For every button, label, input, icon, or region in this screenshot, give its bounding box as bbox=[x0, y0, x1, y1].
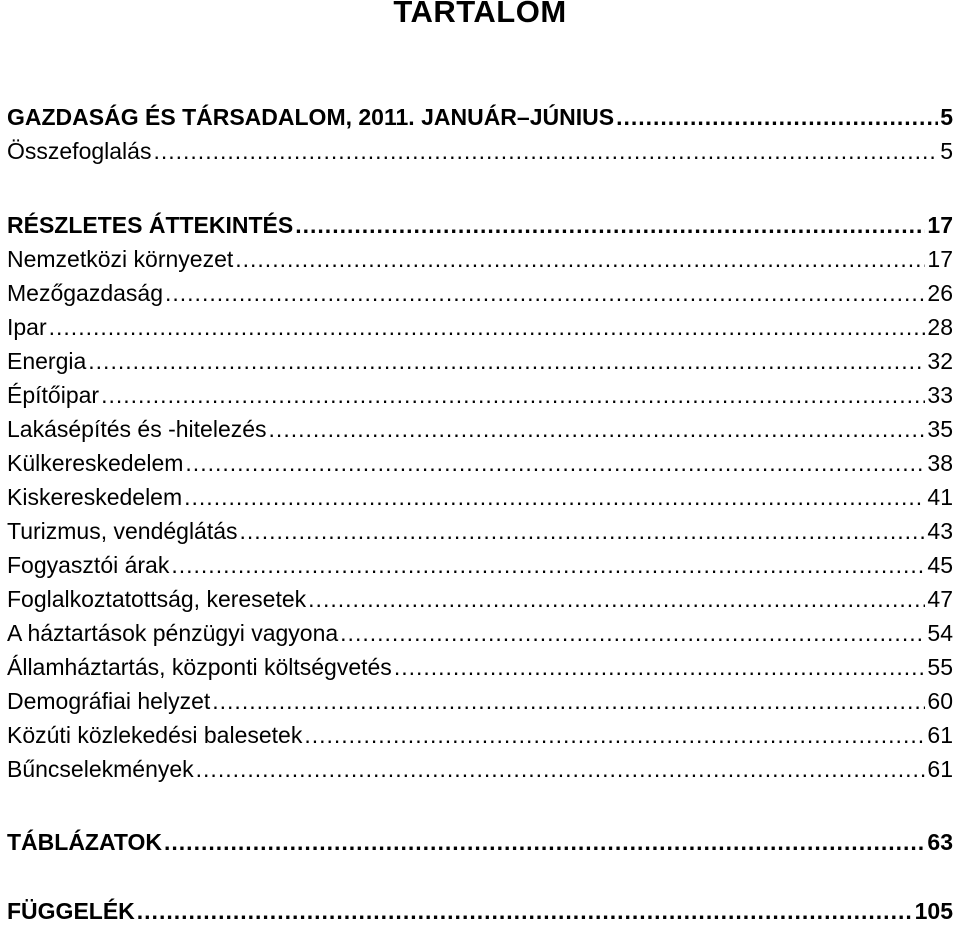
toc-entry-page: 26 bbox=[927, 280, 953, 306]
dot-leader bbox=[171, 548, 925, 582]
toc-entry-label: Államháztartás, központi költségvetés bbox=[7, 654, 392, 680]
toc-entry-label: Energia bbox=[7, 348, 87, 374]
toc-entry-allamhaztartas[interactable] bbox=[7, 650, 953, 684]
toc-entry-page: 35 bbox=[927, 416, 953, 442]
dot-leader bbox=[304, 718, 925, 752]
toc-entry-kiskereskedelem[interactable] bbox=[7, 480, 953, 514]
toc-entry-page: 45 bbox=[927, 552, 953, 578]
toc-entry-reszletes-attekintes[interactable] bbox=[7, 208, 953, 242]
toc-entry-turizmus[interactable] bbox=[7, 514, 953, 548]
toc-entry-label: Mezőgazdaság bbox=[7, 280, 163, 306]
dot-leader bbox=[269, 412, 926, 446]
toc-entry-page: 63 bbox=[927, 829, 953, 855]
toc-entry-label: Demográfiai helyzet bbox=[7, 688, 211, 714]
toc-entry-nemzetkozi-kornyezet[interactable] bbox=[7, 242, 953, 276]
toc-entry-energia[interactable] bbox=[7, 344, 953, 378]
dot-leader bbox=[137, 894, 913, 928]
toc-entry-label: Bűncselekmények bbox=[7, 756, 194, 782]
toc-entry-page: 61 bbox=[927, 756, 953, 782]
toc-entry-label: Nemzetközi környezet bbox=[7, 246, 234, 272]
dot-leader bbox=[88, 344, 925, 378]
toc-entry-demografiai-helyzet[interactable] bbox=[7, 684, 953, 718]
dot-leader bbox=[295, 208, 925, 242]
dot-leader bbox=[240, 514, 926, 548]
dot-leader bbox=[616, 100, 938, 134]
toc-entry-page: 55 bbox=[927, 654, 953, 680]
toc-entry-label: Lakásépítés és -hitelezés bbox=[7, 416, 267, 442]
toc-entry-label: Külkereskedelem bbox=[7, 450, 184, 476]
toc-entry-fuggelek[interactable] bbox=[7, 894, 953, 928]
toc-entry-page: 54 bbox=[927, 620, 953, 646]
toc-entry-haztartasok-vagyona[interactable] bbox=[7, 616, 953, 650]
toc-entry-fogyasztoi-arak[interactable] bbox=[7, 548, 953, 582]
dot-leader bbox=[235, 242, 925, 276]
dot-leader bbox=[394, 650, 926, 684]
toc-entry-page: 43 bbox=[927, 518, 953, 544]
toc-entry-gazdasag-es-tarsadalom[interactable] bbox=[7, 100, 953, 134]
dot-leader bbox=[308, 582, 925, 616]
toc-entry-label: FÜGGELÉK bbox=[7, 898, 135, 924]
dot-leader bbox=[212, 684, 925, 718]
toc-entry-lakasepites[interactable] bbox=[7, 412, 953, 446]
toc-entry-label: Fogyasztói árak bbox=[7, 552, 170, 578]
toc-entry-page: 105 bbox=[914, 898, 953, 924]
dot-leader bbox=[340, 616, 925, 650]
toc-entry-label: Foglalkoztatottság, keresetek bbox=[7, 586, 307, 612]
dot-leader bbox=[101, 378, 925, 412]
toc-entry-label: Ipar bbox=[7, 314, 47, 340]
toc-entry-label: Összefoglalás bbox=[7, 138, 152, 164]
toc-entry-page: 5 bbox=[940, 104, 953, 130]
toc-entry-label: RÉSZLETES ÁTTEKINTÉS bbox=[7, 212, 294, 238]
toc-entry-label: TÁBLÁZATOK bbox=[7, 829, 163, 855]
toc-entry-page: 32 bbox=[927, 348, 953, 374]
toc-entry-kozuti-balesetek[interactable] bbox=[7, 718, 953, 752]
toc-entry-osszefoglalas[interactable] bbox=[7, 134, 953, 168]
toc-entry-page: 38 bbox=[927, 450, 953, 476]
toc-entry-page: 41 bbox=[927, 484, 953, 510]
page-title: TARTALOM bbox=[393, 0, 567, 29]
toc-entry-label: Turizmus, vendéglátás bbox=[7, 518, 238, 544]
toc-entry-label: Építőipar bbox=[7, 382, 100, 408]
toc-entry-page: 17 bbox=[927, 212, 953, 238]
toc-entry-tablazatok[interactable] bbox=[7, 825, 953, 859]
toc-entry-page: 5 bbox=[940, 138, 953, 164]
toc-entry-buncselekmenyek[interactable] bbox=[7, 752, 953, 786]
toc-entry-label: A háztartások pénzügyi vagyona bbox=[7, 620, 339, 646]
toc-entry-page: 61 bbox=[927, 722, 953, 748]
toc-entry-page: 60 bbox=[927, 688, 953, 714]
toc-entry-mezogazdasag[interactable] bbox=[7, 276, 953, 310]
toc-entry-foglalkoztatottsag[interactable] bbox=[7, 582, 953, 616]
toc-entry-ipar[interactable] bbox=[7, 310, 953, 344]
toc-entry-kulkereskedelem[interactable] bbox=[7, 446, 953, 480]
toc-entry-epitoipar[interactable] bbox=[7, 378, 953, 412]
dot-leader bbox=[185, 446, 925, 480]
dot-leader bbox=[184, 480, 925, 514]
toc-entry-label: GAZDASÁG ÉS TÁRSADALOM, 2011. JANUÁR–JÚNIUS bbox=[7, 104, 615, 130]
toc-entry-page: 33 bbox=[927, 382, 953, 408]
dot-leader bbox=[164, 825, 925, 859]
dot-leader bbox=[49, 310, 926, 344]
dot-leader bbox=[196, 752, 926, 786]
toc-entry-page: 17 bbox=[927, 246, 953, 272]
dot-leader bbox=[165, 276, 925, 310]
toc-entry-page: 47 bbox=[927, 586, 953, 612]
toc-entry-page: 28 bbox=[927, 314, 953, 340]
toc-entry-label: Kiskereskedelem bbox=[7, 484, 183, 510]
dot-leader bbox=[153, 134, 938, 168]
toc-entry-label: Közúti közlekedési balesetek bbox=[7, 722, 303, 748]
